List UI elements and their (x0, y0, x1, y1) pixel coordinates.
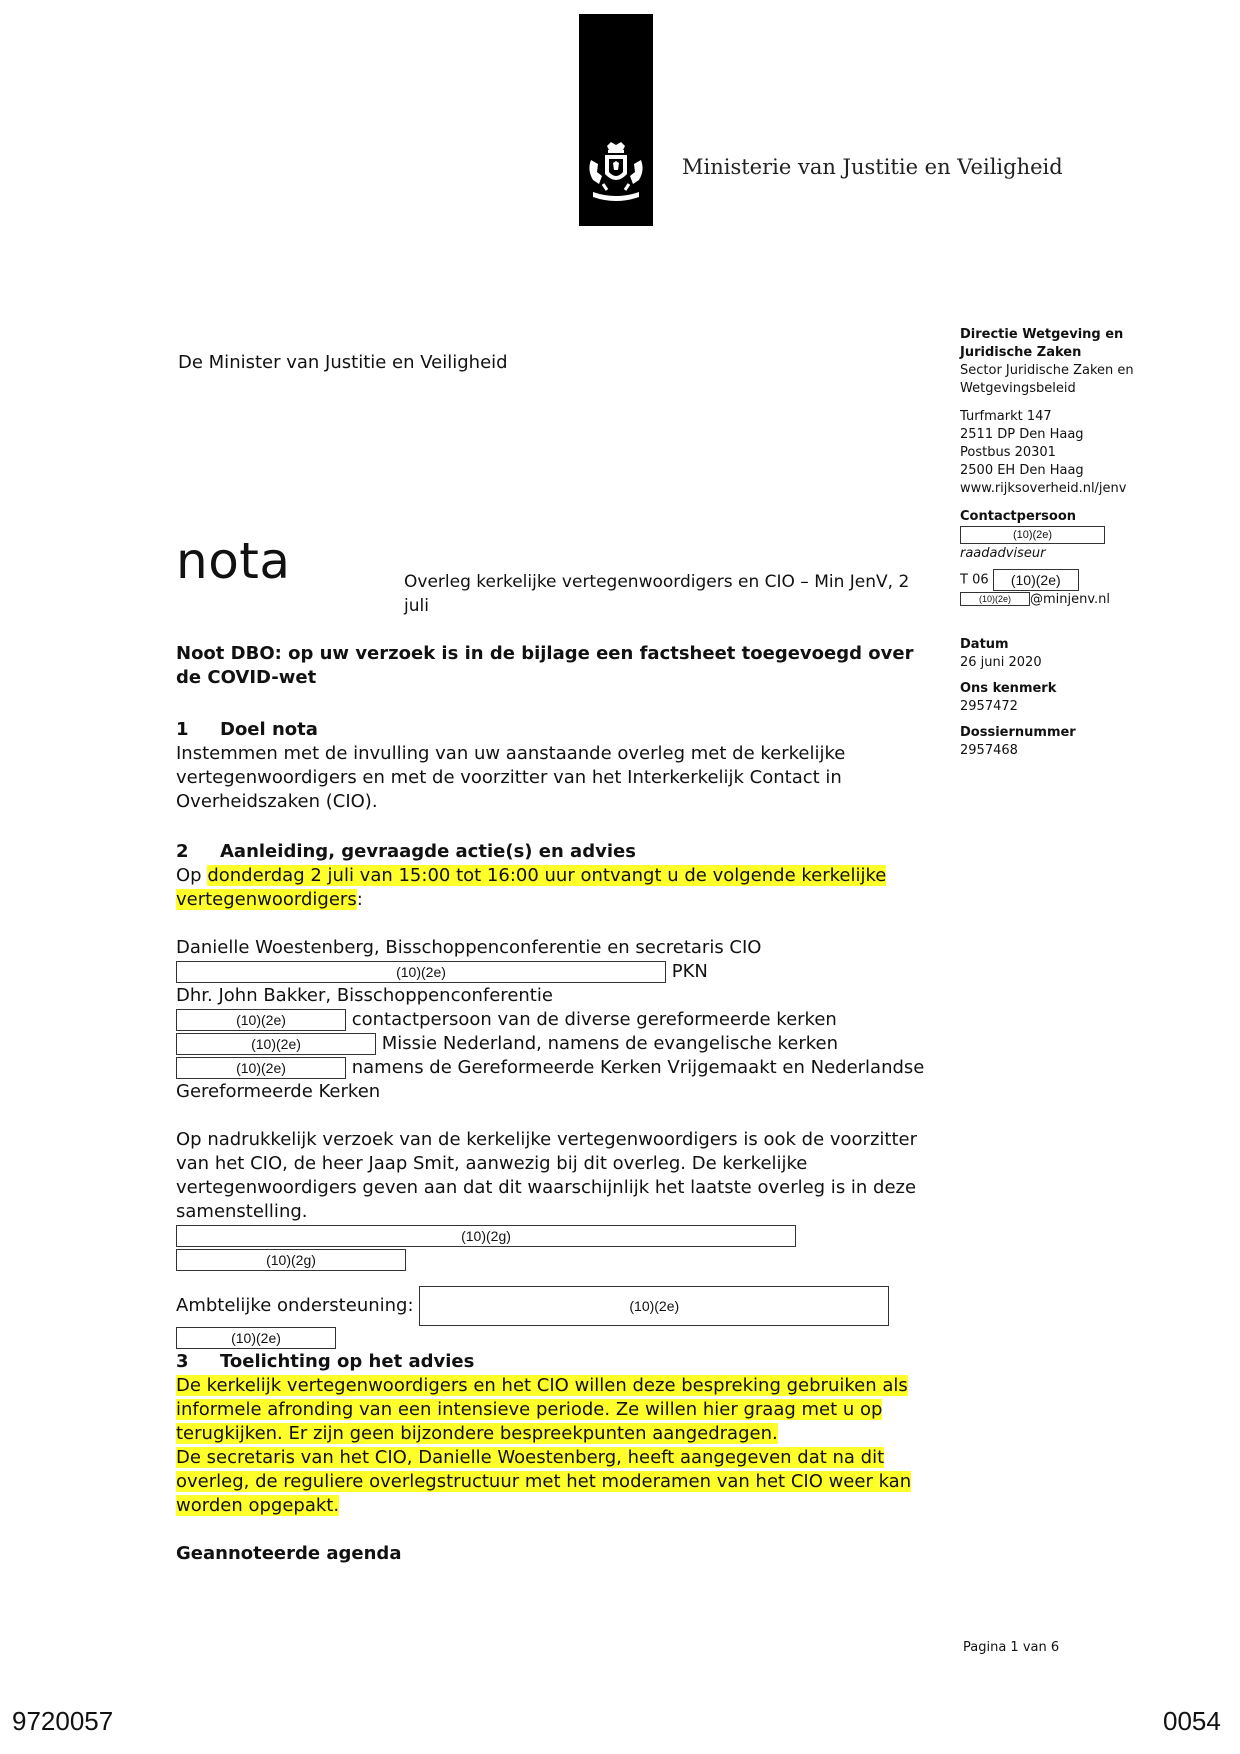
attendee: Danielle Woestenberg, Bisschoppenconferentie en secretaris CIO (176, 937, 762, 958)
redaction-box: (10)(2g) (176, 1249, 406, 1271)
sidebar-contact (960, 508, 1150, 609)
address-line: Turfmarkt 147 (960, 409, 1052, 424)
contact-role: raadadviseur (960, 545, 1046, 561)
redaction-box: (10)(2e) (176, 1033, 376, 1055)
section-1 (176, 718, 936, 814)
section-title: Aanleiding, gevraagde actie(s) en advies (220, 841, 636, 862)
sidebar-meta (960, 636, 1150, 760)
redaction-box: (10)(2e) (176, 1327, 336, 1349)
section-number: 3 (176, 1351, 189, 1372)
redaction-box: (10)(2e) (176, 961, 666, 983)
section-2 (176, 840, 936, 1350)
redaction-box: (10)(2e) (993, 569, 1079, 591)
dept-line: Juridische Zaken (960, 345, 1082, 360)
sector-line: Wetgevingsbeleid (960, 381, 1076, 396)
document-type-title: nota (176, 532, 291, 590)
dossier-label: Dossiernummer (960, 725, 1076, 740)
redaction-box: (10)(2e) (176, 1009, 346, 1031)
document-code-right: 0054 (1163, 1706, 1221, 1736)
address-line: 2500 EH Den Haag (960, 463, 1084, 478)
section-number: 1 (176, 719, 189, 740)
dossier-value: 2957468 (960, 743, 1018, 758)
attendee: Dhr. John Bakker, Bisschoppenconferentie (176, 985, 553, 1006)
section-number: 2 (176, 841, 189, 862)
attendee-org: contactpersoon van de diverse gereformeerde kerken (351, 1009, 837, 1030)
ref-label: Ons kenmerk (960, 681, 1057, 696)
phone-prefix: T 06 (960, 572, 989, 587)
attendee-org: PKN (671, 961, 708, 982)
attendee-org: Missie Nederland, namens de evangelische kerken (381, 1033, 839, 1054)
subject: Overleg kerkelijke vertegenwoordigers en CIO – Min JenV, 2 juli (404, 572, 910, 616)
redaction-box: (10)(2g) (176, 1225, 796, 1247)
section-title: Doel nota (220, 719, 318, 740)
website-link[interactable]: www.rijksoverheid.nl/jenv (960, 481, 1127, 496)
address-line: 2511 DP Den Haag (960, 427, 1084, 442)
section-3 (176, 1350, 936, 1566)
intro-suffix: : (356, 889, 363, 910)
attendee-org: namens de Gereformeerde Kerken Vrijgemaakt en Nederlandse Gereformeerde Kerken (176, 1057, 925, 1102)
contact-label: Contactpersoon (960, 509, 1077, 524)
support-label: Ambtelijke ondersteuning: (176, 1295, 414, 1316)
redaction-box: (10)(2e) (960, 526, 1105, 544)
section-text: Instemmen met de invulling van uw aanstaande overleg met de kerkelijke vertegenwoordigers en met de voorzitter van het Interkerkelijk Contact in Overheidszaken (CIO). (176, 743, 846, 812)
sidebar-department (960, 326, 1150, 398)
date-value: 26 juni 2020 (960, 655, 1042, 670)
document-code-left: 9720057 (12, 1706, 114, 1736)
redaction-box: (10)(2e) (419, 1286, 889, 1326)
highlighted-text: donderdag 2 juli van 15:00 tot 16:00 uur ontvangt u de volgende kerkelijke vertegenwoordigers (176, 865, 887, 910)
agenda-title: Geannoteerde agenda (176, 1543, 402, 1564)
coat-of-arms-icon (585, 140, 647, 208)
government-logo (579, 14, 653, 226)
page-number: Pagina 1 van 6 (963, 1640, 1060, 1655)
note-dbo: Noot DBO: op uw verzoek is in de bijlage een factsheet toegevoegd over de COVID-wet (176, 643, 914, 688)
intro-prefix: Op (176, 865, 208, 886)
sector-line: Sector Juridische Zaken en (960, 363, 1134, 378)
redaction-box: (10)(2e) (176, 1057, 346, 1079)
ref-value: 2957472 (960, 699, 1018, 714)
date-label: Datum (960, 637, 1009, 652)
ministry-name: Ministerie van Justitie en Veiligheid (682, 155, 1063, 179)
highlighted-text: De secretaris van het CIO, Danielle Woestenberg, heeft aangegeven dat na dit overleg, de reguliere overlegstructuur met het moderamen van het CIO weer kan worden opgepakt. (176, 1447, 912, 1516)
address-line: Postbus 20301 (960, 445, 1056, 460)
email-suffix: @minjenv.nl (1030, 591, 1111, 607)
redaction-box: (10)(2e) (960, 592, 1030, 606)
section-text: Op nadrukkelijk verzoek van de kerkelijke vertegenwoordigers is ook de voorzitter van het CIO, de heer Jaap Smit, aanwezig bij dit overleg. De kerkelijke vertegenwoordigers geven aan dat dit waarschijnlijk het laatste overleg is in deze samenstelling. (176, 1129, 917, 1222)
section-title: Toelichting op het advies (220, 1351, 475, 1372)
highlighted-text: De kerkelijk vertegenwoordigers en het CIO willen deze bespreking gebruiken als informele afronding van een intensieve periode. Ze willen hier graag met u op terugkijken. Er zijn geen bijzondere bespreekpunten aangedragen. (176, 1375, 908, 1444)
sidebar-address (960, 408, 1150, 498)
dept-line: Directie Wetgeving en (960, 327, 1124, 342)
addressee: De Minister van Justitie en Veiligheid (178, 352, 508, 373)
